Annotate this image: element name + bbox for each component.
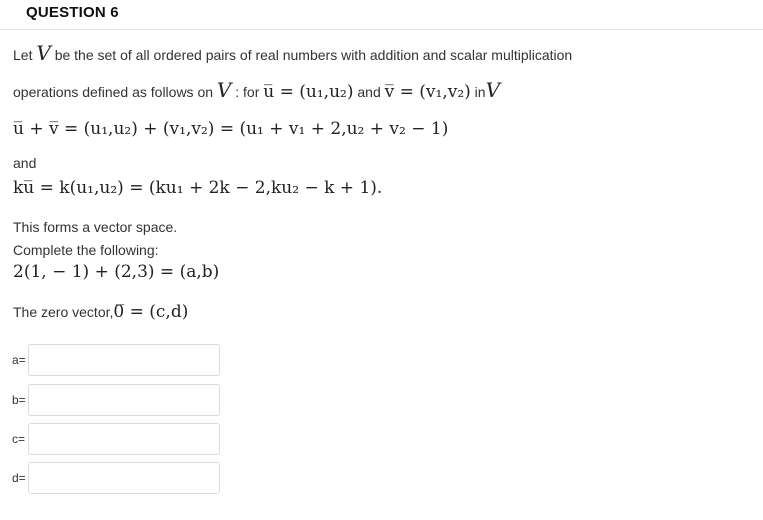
answer-input-c[interactable] [28, 423, 220, 455]
set-symbol-v: V [36, 41, 51, 65]
vector-u-definition: u̅ = (u₁,u₂) [263, 82, 354, 102]
and-label: and [13, 155, 37, 171]
answer-label-a: a= [12, 353, 26, 367]
expression-to-evaluate: 2(1, − 1) + (2,3) = (a,b) [13, 262, 220, 282]
statement-text: be the set of all ordered pairs of real numbers with addition and scalar multiplication [50, 47, 573, 63]
problem-statement-line-1 [13, 41, 572, 65]
question-header [0, 0, 763, 30]
answer-label-d: d= [12, 471, 26, 485]
answer-input-b[interactable] [28, 384, 220, 416]
set-symbol-v: V [216, 78, 232, 102]
answer-input-d[interactable] [28, 462, 220, 494]
statement-text: Let [13, 47, 37, 63]
answer-input-a[interactable] [28, 344, 220, 376]
answer-label-b: b= [12, 393, 26, 407]
zero-vector-line [13, 302, 188, 322]
zero-vector-label: The zero vector, [13, 304, 114, 320]
vector-v-definition: v̅ = (v₁,v₂) [384, 82, 471, 102]
set-symbol-v: V [485, 78, 501, 102]
zero-vector-expression: 0̅ = (c,d) [113, 302, 189, 322]
statement-text: operations defined as follows on [13, 84, 217, 100]
vector-space-statement: This forms a vector space. [13, 219, 178, 235]
addition-rule: u̅ + v̅ = (u₁,u₂) + (v₁,v₂) = (u₁ + v₁ + 2,u₂ + v₂ − 1) [13, 119, 449, 139]
statement-text: and [353, 84, 385, 100]
answer-label-c: c= [12, 432, 26, 446]
instruction-text: Complete the following: [13, 242, 159, 258]
statement-text: in [470, 84, 486, 100]
scalar-multiplication-rule: ku̅ = k(u₁,u₂) = (ku₁ + 2k − 2,ku₂ − k + 1). [13, 178, 383, 198]
problem-statement-line-2 [13, 78, 500, 102]
question-title: QUESTION 6 [26, 4, 119, 21]
statement-text: : for [231, 84, 264, 100]
